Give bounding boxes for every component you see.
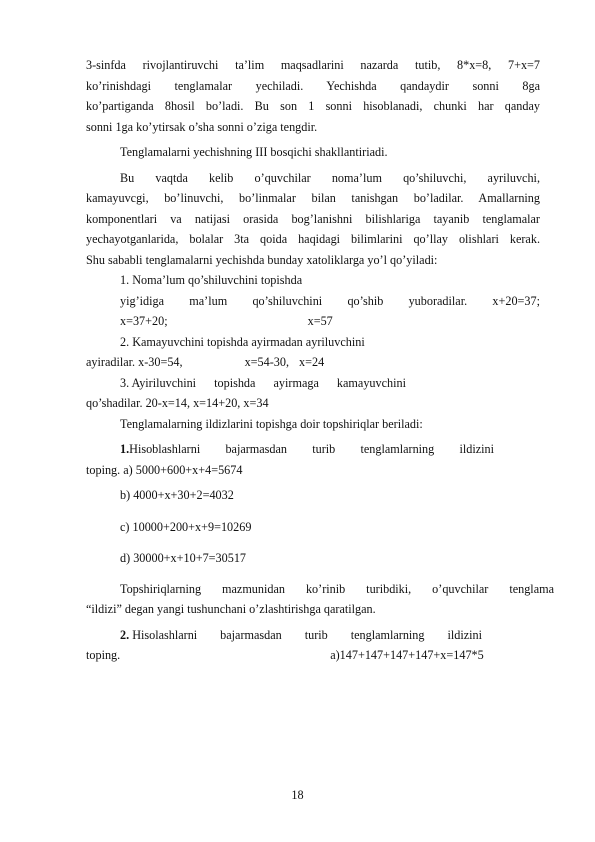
task-title-text	[120, 625, 197, 646]
text-line: Bu vaqtda kelib o’quvchilar noma’lum qo’shiluvchi, ayriluvchi,	[120, 170, 540, 185]
task-number: 1.	[120, 442, 130, 456]
paragraph-tasks-intro: Tenglamalarning ildizlarini topishga doir topshiriqlar beriladi:	[120, 416, 423, 431]
word: tenglamlarning	[360, 442, 435, 456]
item-line	[86, 311, 540, 332]
word: kamayuvchini	[336, 375, 406, 390]
task-option-c: c) 10000+200+x+9=10269	[120, 519, 252, 534]
item-title: 2. Kamayuvchini topishda ayirmadan ayriluvchini	[120, 334, 365, 349]
paragraph-root-concept	[86, 579, 554, 620]
word: toping.	[86, 648, 121, 662]
paragraph-intro	[86, 55, 540, 137]
task-line: toping. a) 5000+600+x+4=5674	[86, 462, 243, 477]
task-title	[86, 439, 494, 460]
word: ildizini	[447, 627, 482, 642]
word: bajarmasdan	[225, 442, 288, 456]
text-line: 3-sinfda rivojlantiruvchi ta’lim maqsadlarini nazarda tutib, 8*x=8, 7+x=7	[86, 58, 540, 72]
task-option-d: d) 30000+x+10+7=30517	[120, 551, 247, 565]
task-option-b: b) 4000+x+30+2=4032	[120, 488, 234, 502]
task-title-text	[120, 439, 200, 460]
text-line: yechayotganlarida, bolalar 3ta qoida haqidagi bilimlarini qo’llay olishlari kerak.	[86, 232, 540, 246]
word: Hisolashlarni	[132, 627, 198, 642]
text-line: Shu sababli tenglamalarni yechishda bunday xatoliklarga yo’l qo’yiladi:	[86, 252, 438, 267]
equation: x+20=37;	[492, 293, 540, 308]
error-item-3	[86, 373, 540, 414]
equation: ayiradilar. x-30=54,	[86, 355, 183, 369]
text-line: Topshiriqlarning mazmunidan ko’rinib turibdiki, o’quvchilar tenglama	[120, 581, 554, 596]
equation: x=24	[299, 355, 325, 369]
task-1	[86, 439, 540, 569]
text-line: kamayuvcgi, bo’linuvchi, bo’linmalar bilan tanishgan bo’ladilar. Amallarning	[86, 191, 540, 205]
text-line: komponentlari va natijasi orasida bog’lanishni bilishlariga tayanib tenglamalar	[86, 211, 540, 226]
error-item-2	[86, 332, 540, 373]
equation: x=57	[307, 314, 333, 328]
error-item-1	[86, 270, 540, 332]
text-line: ko’partiganda 8hosil bo’ladi. Bu son 1 sonni hisoblanadi, chunki har qanday	[86, 99, 540, 113]
word: bajarmasdan	[220, 627, 282, 642]
text-line: sonni 1ga ko’ytirsak o’sha sonni o’ziga tengdir.	[86, 119, 318, 134]
paragraph-errors	[86, 168, 540, 271]
word: turib	[304, 627, 328, 642]
item-line	[86, 352, 540, 373]
task-number: 2.	[120, 627, 130, 642]
word: topishda	[214, 375, 256, 390]
task-line	[86, 645, 540, 666]
equation: x=37+20;	[120, 314, 168, 328]
word: turib	[312, 442, 336, 456]
text-line: “ildizi” degan yangi tushunchani o’zlashtirishga qaratilgan.	[86, 602, 376, 616]
paragraph-stage: Tenglamalarni yechishning III bosqichi shakllantiriadi.	[120, 145, 388, 159]
word: qo’shiluvchini	[252, 293, 323, 308]
word: tenglamlarning	[350, 627, 425, 642]
word: 3. Ayiriluvchini	[120, 375, 197, 390]
word: Hisoblashlarni	[129, 442, 201, 456]
word: yuboradilar.	[408, 293, 468, 308]
word: yig’idiga	[120, 293, 165, 308]
equation: a)147+147+147+147+x=147*5	[330, 648, 484, 662]
item-line: qo’shadilar. 20-x=14, x=14+20, x=34	[86, 396, 269, 410]
item-line	[86, 291, 540, 312]
page-number: 18	[291, 788, 304, 802]
word: ayirmaga	[273, 375, 319, 390]
word: qo’shib	[347, 293, 384, 308]
word: ildizini	[459, 442, 494, 456]
word: ma’lum	[189, 293, 228, 308]
task-2	[86, 625, 540, 666]
page-body	[86, 55, 554, 666]
text-line: ko’rinishdagi tenglamalar yechiladi. Yechishda qandaydir sonni 8ga	[86, 78, 540, 93]
task-title	[86, 625, 482, 646]
item-title	[86, 373, 406, 394]
equation: x=54-30,	[244, 355, 290, 369]
item-title: 1. Noma’lum qo’shiluvchini topishda	[120, 273, 303, 287]
